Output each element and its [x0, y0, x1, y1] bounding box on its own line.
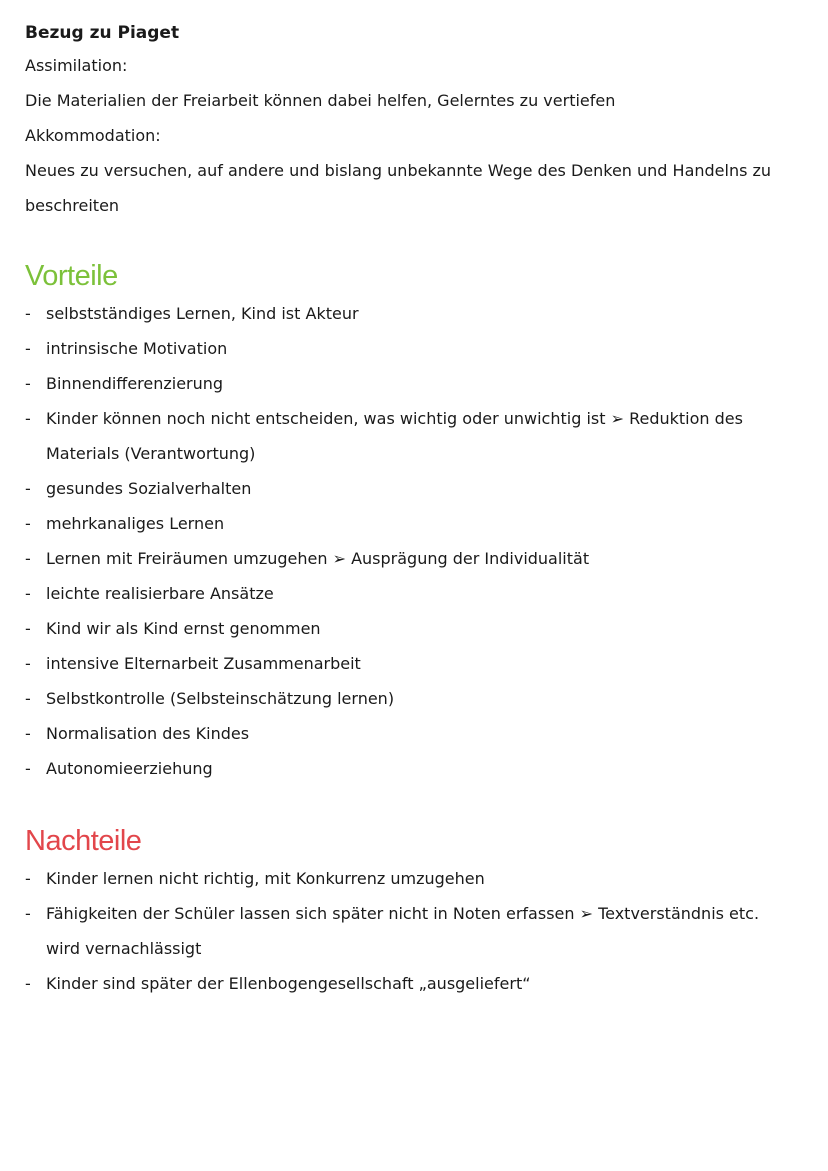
akkommodation-text-line-2: beschreiten	[25, 196, 120, 215]
list-item	[25, 541, 805, 576]
list-item-text: Kinder lernen nicht richtig, mit Konkurrenz umzugehen	[46, 869, 485, 888]
list-item-text: Fähigkeiten der Schüler lassen sich später nicht in Noten erfassen ➢ Textverständnis etc. wird vernachlässigt	[46, 904, 760, 958]
bullet-dash: -	[25, 409, 31, 428]
nachteile-list	[25, 861, 805, 1001]
list-item-text: Autonomieerziehung	[46, 759, 213, 778]
bullet-dash: -	[25, 479, 31, 498]
heading-vorteile: Vorteile	[25, 260, 118, 292]
list-item	[25, 751, 805, 786]
list-item	[25, 331, 805, 366]
list-item-text: Lernen mit Freiräumen umzugehen ➢ Ausprägung der Individualität	[46, 549, 590, 568]
bullet-dash: -	[25, 619, 31, 638]
list-item-text: leichte realisierbare Ansätze	[46, 584, 274, 603]
list-item	[25, 646, 805, 681]
bullet-dash: -	[25, 654, 31, 673]
list-item-text: mehrkanaliges Lernen	[46, 514, 225, 533]
list-item-text: Kinder sind später der Ellenbogengesellschaft „ausgeliefert“	[46, 974, 531, 993]
bullet-dash: -	[25, 759, 31, 778]
bullet-dash: -	[25, 304, 31, 323]
list-item	[25, 966, 805, 1001]
assimilation-label: Assimilation:	[25, 56, 128, 75]
list-item	[25, 401, 805, 471]
document-page	[25, 18, 805, 1001]
list-item	[25, 296, 805, 331]
list-item-text: Selbstkontrolle (Selbsteinschätzung lernen)	[46, 689, 395, 708]
bullet-dash: -	[25, 869, 31, 888]
list-item	[25, 366, 805, 401]
assimilation-text: Die Materialien der Freiarbeit können dabei helfen, Gelerntes zu vertiefen	[25, 91, 616, 110]
heading-nachteile: Nachteile	[25, 825, 142, 857]
list-item	[25, 576, 805, 611]
list-item-text: Kinder können noch nicht entscheiden, was wichtig oder unwichtig ist ➢ Reduktion des Materials (Verantwortung)	[46, 409, 743, 463]
bullet-dash: -	[25, 584, 31, 603]
list-item	[25, 611, 805, 646]
list-item-text: intrinsische Motivation	[46, 339, 228, 358]
list-item-text: selbstständiges Lernen, Kind ist Akteur	[46, 304, 359, 323]
vorteile-list	[25, 296, 805, 786]
list-item-text: Binnendifferenzierung	[46, 374, 224, 393]
akkommodation-text-line-1: Neues zu versuchen, auf andere und bislang unbekannte Wege des Denken und Handelns zu	[25, 161, 772, 180]
bullet-dash: -	[25, 974, 31, 993]
section-title-piaget: Bezug zu Piaget	[25, 23, 180, 43]
list-item	[25, 716, 805, 751]
list-item	[25, 896, 805, 966]
bullet-dash: -	[25, 549, 31, 568]
bullet-dash: -	[25, 904, 31, 923]
list-item	[25, 471, 805, 506]
list-item-text: gesundes Sozialverhalten	[46, 479, 252, 498]
bullet-dash: -	[25, 689, 31, 708]
list-item-text: intensive Elternarbeit Zusammenarbeit	[46, 654, 361, 673]
list-item-text: Normalisation des Kindes	[46, 724, 250, 743]
list-item	[25, 861, 805, 896]
list-item-text: Kind wir als Kind ernst genommen	[46, 619, 321, 638]
list-item	[25, 506, 805, 541]
akkommodation-label: Akkommodation:	[25, 126, 161, 145]
bullet-dash: -	[25, 374, 31, 393]
bullet-dash: -	[25, 724, 31, 743]
bullet-dash: -	[25, 339, 31, 358]
list-item	[25, 681, 805, 716]
bullet-dash: -	[25, 514, 31, 533]
